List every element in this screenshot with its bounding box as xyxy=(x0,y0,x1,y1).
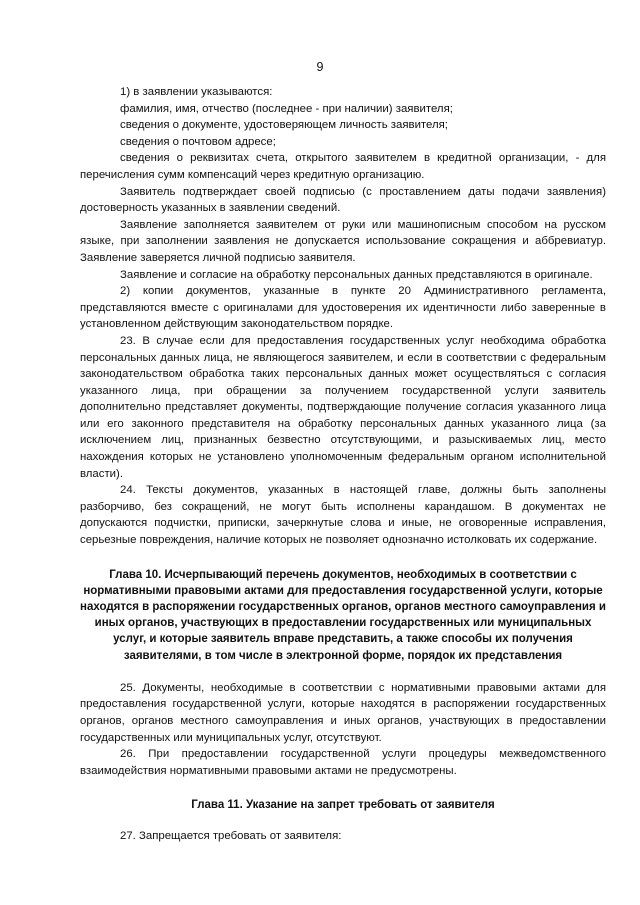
list-item: сведения о документе, удостоверяющем личность заявителя; xyxy=(120,119,448,132)
paragraph-23: 23. В случае если для предоставления государственных услуг необходима обработка персональных данных лица, не являющегося заявителем, и если в соответствии с федеральным законодательством обработка таких персональных данных может осуществляться с согласия указанного лица, при обращении за получением государственной услуги заявитель дополнительно представляет документы, подтверждающие получение согласия указанного лица или его законного представителя на обработку персональных данных указанного лица (за исключением лиц, признанных безвестно отсутствующими, и разыскиваемых лиц, место нахождения которых не установлено уполномоченным федеральным органом исполнительной власти). xyxy=(80,334,606,480)
list-item: сведения о почтовом адресе; xyxy=(120,135,276,148)
chapter-10-heading: Глава 10. Исчерпывающий перечень документов, необходимых в соответствии с нормативными правовыми актами для предоставления государственной услуги, которые находятся в распоряжении государственных органов, органов местного самоуправления и иных органов, участвующих в предоставлении государственных или муниципальных услуг, и которые заявитель вправе представить, а также способы их получения заявителями, в том числе в электронной форме, порядок их представления xyxy=(80,568,606,662)
list-intro: 1) в заявлении указываются: xyxy=(120,86,273,98)
paragraph-24: 24. Тексты документов, указанных в настоящей главе, должны быть заполнены разборчиво, без сокращений, не могут быть исполнены карандашом. В документах не допускаются подчистки, приписки, зачеркнутые слова и иные, не оговоренные исправления, серьезные повреждения, наличие которых не позволяет однозначно истолковать их содержание. xyxy=(80,484,606,547)
paragraph-27: 27. Запрещается требовать от заявителя: xyxy=(120,829,342,842)
list-item: фамилия, имя, отчество (последнее - при наличии) заявителя; xyxy=(120,102,453,115)
paragraph-25: 25. Документы, необходимые в соответствии с нормативными правовыми актами для предоставления государственной услуги, которые находятся в распоряжении государственных органов, органов местного самоуправления и иных органов, участвующих в предоставлении государственных или муниципальных услуг, отсутствуют. xyxy=(80,681,606,744)
page-number: 9 xyxy=(316,60,324,74)
document-body xyxy=(80,84,606,844)
paragraph-26: 26. При предоставлении государственной услуги процедуры межведомственного взаимодействия нормативными правовыми актами не предусмотрены. xyxy=(80,748,606,777)
fill-paragraph: Заявление заполняется заявителем от руки или машинописным способом на русском языке, при заполнении заявления не допускается использование сокращения и аббревиатур. Заявление заверяется личной подписью заявителя. xyxy=(80,218,606,264)
confirm-paragraph: Заявитель подтверждает своей подписью (с проставлением даты подачи заявления) достоверность указанных в заявлении сведений. xyxy=(80,185,606,215)
copies-paragraph: 2) копии документов, указанные в пункте 20 Административного регламента, представляются вместе с оригиналами для удостоверения их идентичности либо заверенные в установленном действующим законодательством порядке. xyxy=(80,285,606,331)
bank-details-paragraph: сведения о реквизитах счета, открытого заявителем в кредитной организации, - для перечисления сумм компенсаций через кредитную организацию. xyxy=(80,152,606,181)
consent-paragraph: Заявление и согласие на обработку персональных данных представляются в оригинале. xyxy=(120,268,593,281)
chapter-11-heading: Глава 11. Указание на запрет требовать от заявителя xyxy=(191,799,495,812)
